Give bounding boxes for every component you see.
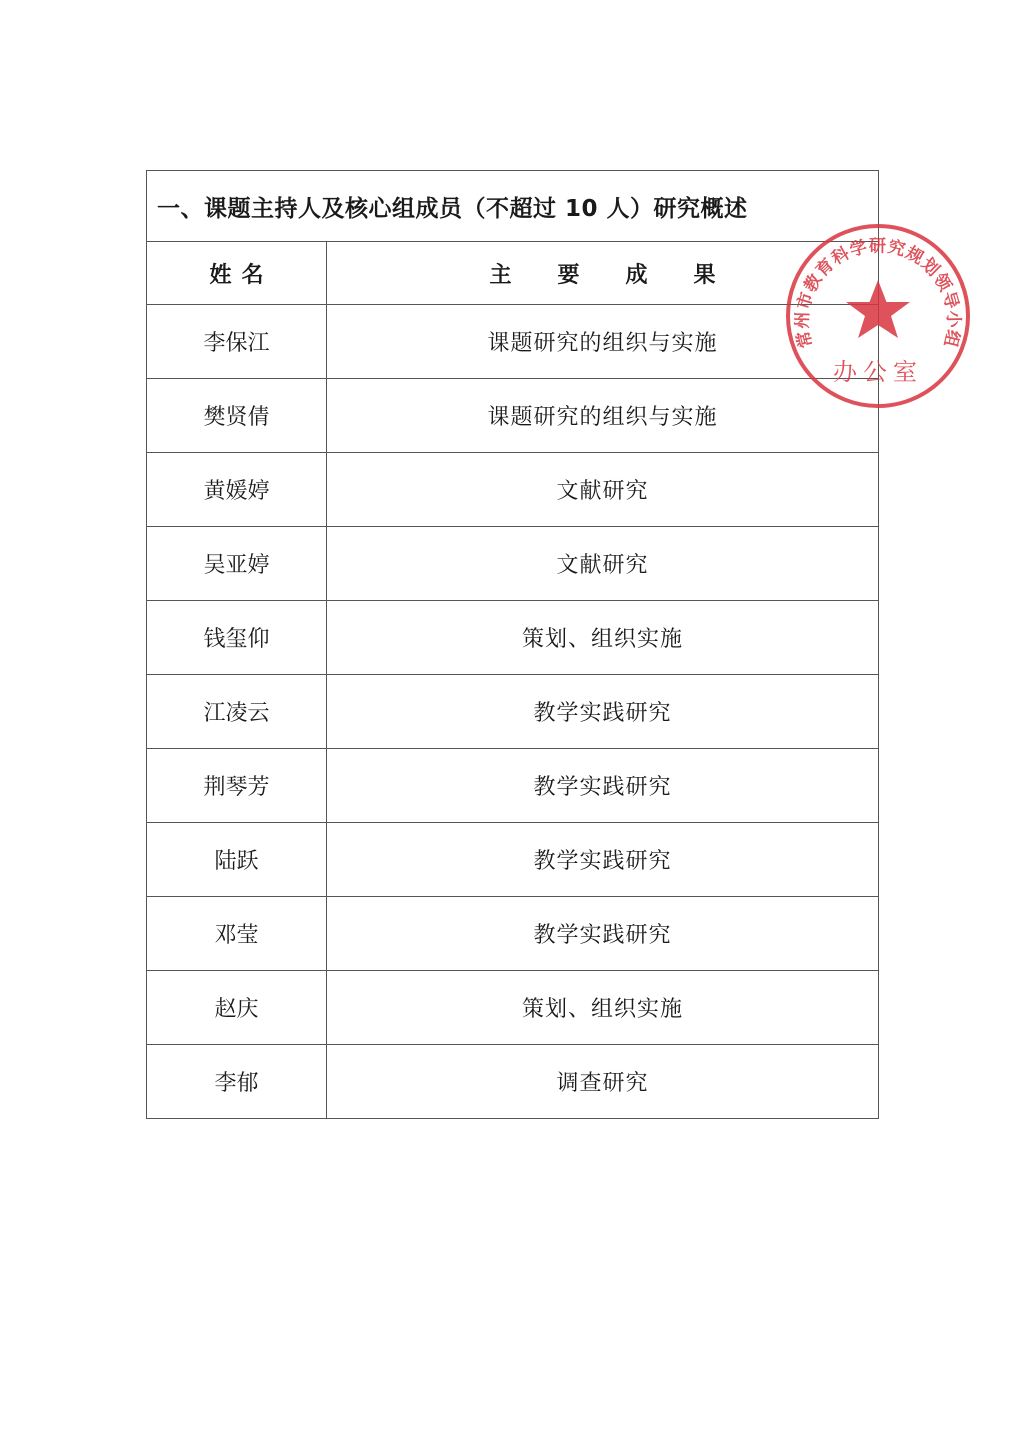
member-name: 吴亚婷 <box>147 527 327 601</box>
table-row <box>147 1045 878 1119</box>
section-header <box>147 171 878 242</box>
member-name: 荆琴芳 <box>147 749 327 823</box>
table-row <box>147 453 878 527</box>
member-name: 钱玺仰 <box>147 601 327 675</box>
seal-arc-text: 常州市教育科学研究规划领导小组 <box>792 236 964 350</box>
table-row <box>147 897 878 971</box>
seal-bottom-text: 办公室 <box>833 358 923 386</box>
member-result: 调查研究 <box>327 1045 879 1119</box>
member-name: 江凌云 <box>147 675 327 749</box>
member-result: 策划、组织实施 <box>327 601 879 675</box>
member-name: 陆跃 <box>147 823 327 897</box>
header-name: 姓名 <box>147 242 327 305</box>
member-name: 黄媛婷 <box>147 453 327 527</box>
member-name: 李郁 <box>147 1045 327 1119</box>
table-row <box>147 971 878 1045</box>
table-row <box>147 305 878 379</box>
table-row <box>147 675 878 749</box>
table-row <box>147 601 878 675</box>
table-row <box>147 749 878 823</box>
member-name: 赵庆 <box>147 971 327 1045</box>
table-row <box>147 527 878 601</box>
member-name: 李保江 <box>147 305 327 379</box>
member-result: 教学实践研究 <box>327 897 879 971</box>
member-name: 樊贤倩 <box>147 379 327 453</box>
member-result: 教学实践研究 <box>327 749 879 823</box>
member-result: 教学实践研究 <box>327 823 879 897</box>
member-result: 课题研究的组织与实施 <box>327 305 879 379</box>
member-result: 文献研究 <box>327 527 879 601</box>
table-row <box>147 379 878 453</box>
member-result: 文献研究 <box>327 453 879 527</box>
member-result: 课题研究的组织与实施 <box>327 379 879 453</box>
table-row <box>147 823 878 897</box>
member-result: 教学实践研究 <box>327 675 879 749</box>
member-result: 策划、组织实施 <box>327 971 879 1045</box>
section-title: 一、课题主持人及核心组成员（不超过 10 人）研究概述 <box>157 195 748 222</box>
header-result: 主要成果 <box>489 262 762 288</box>
member-name: 邓莹 <box>147 897 327 971</box>
overview-table-container <box>146 170 879 1119</box>
members-table <box>147 242 878 1118</box>
table-header-row <box>147 242 878 305</box>
